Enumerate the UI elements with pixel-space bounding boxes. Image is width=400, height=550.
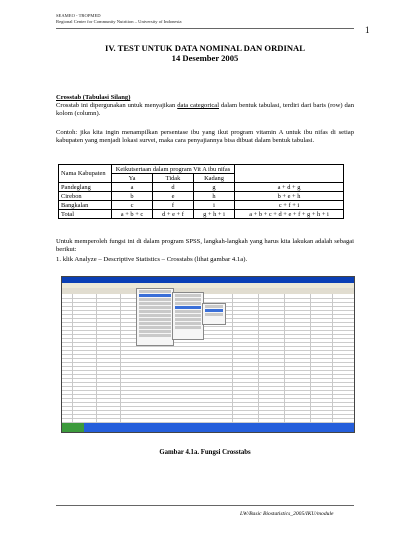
footer-text: LW/Basic Biostatistics_2005/IKU/module <box>240 511 334 517</box>
grid-column-line <box>284 294 285 423</box>
table-row <box>59 201 344 210</box>
header-nama-kabupaten: Nama Kabupaten <box>59 165 112 183</box>
title-line2: 14 Desember 2005 <box>171 53 239 63</box>
header-rule <box>56 28 354 29</box>
page-title <box>56 43 354 63</box>
cell: i <box>194 201 235 210</box>
cell: a + d + g <box>235 183 344 192</box>
grid-column-line <box>96 294 97 423</box>
windows-taskbar <box>62 423 354 432</box>
grid-column-line <box>232 294 233 423</box>
section-crosstab <box>56 94 354 118</box>
grid-column-line <box>120 294 121 423</box>
cell: a <box>112 183 153 192</box>
col-tidak: Tidak <box>153 174 194 183</box>
cell: d + e + f <box>153 210 194 219</box>
running-header <box>56 13 182 25</box>
cell: e <box>153 192 194 201</box>
col-kadang: Kadang <box>194 174 235 183</box>
cell: b <box>112 192 153 201</box>
table-header-row <box>59 165 344 174</box>
analyze-menu <box>136 288 174 346</box>
section-heading: Crosstab (Tabulasi Silang) <box>56 94 131 101</box>
row-label: Pandeglang <box>59 183 112 192</box>
header-line2: Regional Center for Community Nutrition – University of Indonesia <box>56 19 182 24</box>
descriptive-statistics-submenu <box>172 292 204 340</box>
table-total-label-row <box>59 183 344 192</box>
cell: h <box>194 192 235 201</box>
cell: c + f + i <box>235 201 344 210</box>
table-row <box>59 210 344 219</box>
cell: g <box>194 183 235 192</box>
title-line1: IV. TEST UNTUK DATA NOMINAL DAN ORDINAL <box>105 43 305 53</box>
cell: d <box>153 183 194 192</box>
paragraph-intro-a: Crosstab ini dipergunakan untuk menyajikan <box>56 102 178 109</box>
cell: a + b + c <box>112 210 153 219</box>
grid-column-line <box>72 294 73 423</box>
header-group: Keikutsertaan dalam program Vit A ibu nifas <box>112 165 235 174</box>
paragraph-instructions: Untuk memperoleh fungsi ini di dalam program SPSS, langkah-langkah yang harus kita lakukan adalah sebagai berikut: <box>56 238 354 253</box>
footer-rule <box>56 505 354 506</box>
header-line1: SEAMEO - TROPMED <box>56 13 101 18</box>
figure-caption: Gambar 4.1a. Fungsi Crosstabs <box>159 449 251 456</box>
row-label: Cirebon <box>59 192 112 201</box>
table-row <box>59 192 344 201</box>
col-ya: Ya <box>112 174 153 183</box>
cell: b + e + h <box>235 192 344 201</box>
paragraph-intro <box>56 102 354 118</box>
crosstab-table <box>58 164 344 219</box>
start-button <box>62 423 84 432</box>
grid-column-line <box>258 294 259 423</box>
cell: a + b + c + d + e + f + g + h + i <box>235 210 344 219</box>
header-total-blank <box>235 165 344 183</box>
paragraph-intro-b: dalam bentuk tabulasi, terdiri dari baris (row) dan kolom (column). <box>56 102 354 117</box>
paragraph-example: Contoh: jika kita ingin menampilkan persentase ibu yang ikut program vitamin A untuk ibu nifas di setiap kabupaten yang menjadi lokasi survei, maka cara penyajiannya bisa dibuat dalam bentuk tabulasi. <box>56 129 354 144</box>
row-label: Bangkalan <box>59 201 112 210</box>
cell: f <box>153 201 194 210</box>
cell: g + h + i <box>194 210 235 219</box>
grid-column-line <box>332 294 333 423</box>
page-number: 1 <box>365 25 370 35</box>
row-label: Total <box>59 210 112 219</box>
data-categorical-link: data categorical <box>177 102 220 109</box>
spss-screenshot <box>61 276 355 433</box>
grid-column-line <box>310 294 311 423</box>
step-1: 1. klik Analyze – Descriptive Statistics – Crosstabs (lihat gambar 4.1a). <box>56 256 248 263</box>
cell: c <box>112 201 153 210</box>
crosstabs-submenu <box>202 303 226 325</box>
